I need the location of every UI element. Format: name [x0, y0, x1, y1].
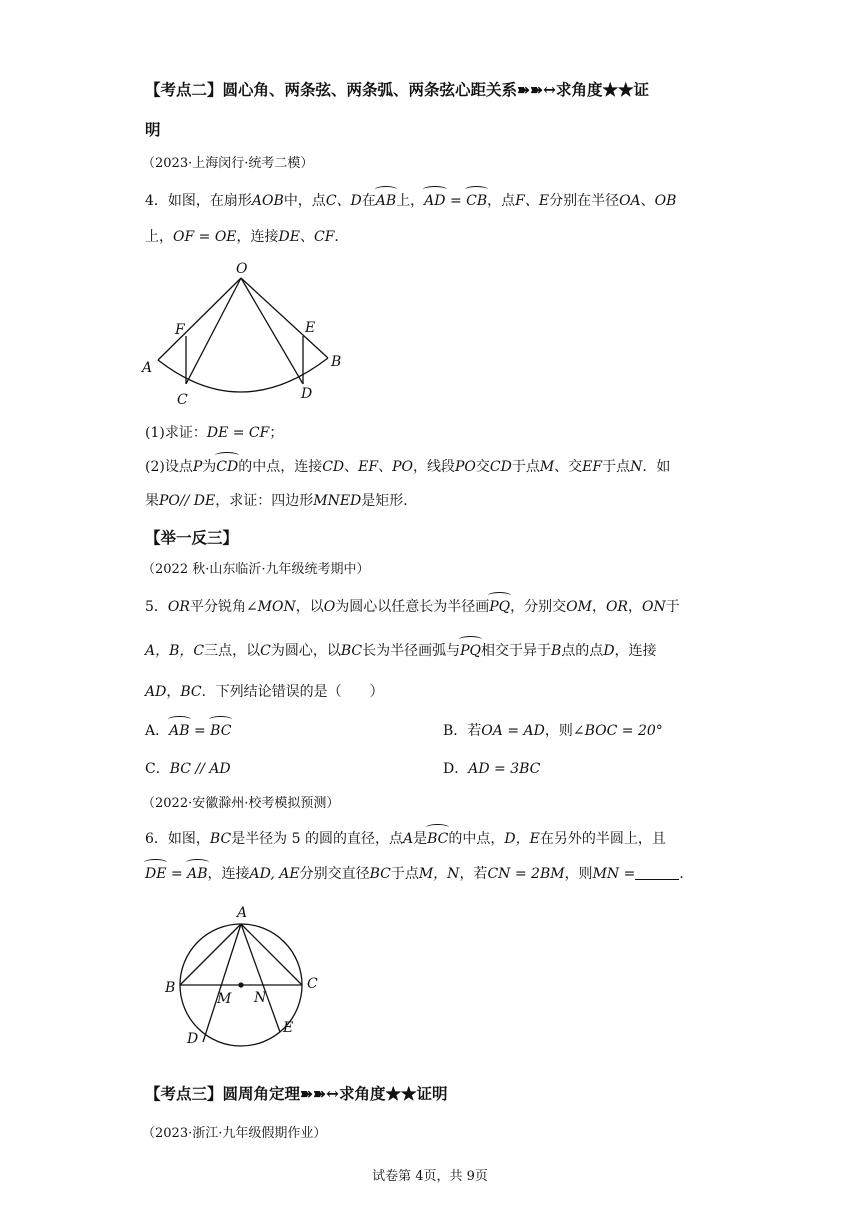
q4-part-1: (1)求证：DE = CF； — [145, 425, 284, 441]
label-b: B — [165, 980, 176, 996]
label-o: O — [236, 261, 248, 277]
q6-line-1: 6．如图，BC是半径为 5 的圆的直径，点A是BC的中点，D，E在另外的半圆上，且 — [145, 828, 666, 850]
section-title: 【考点三】圆周角定理➽➽↔求角度★★证明 — [145, 1084, 448, 1103]
q5-option-c: C．BC // AD — [145, 761, 231, 777]
label-n: N — [254, 990, 267, 1006]
question-source: （2023·上海闵行·统考二模） — [142, 156, 314, 171]
label-c: C — [307, 976, 318, 992]
q5-option-d: D．AD = 3BC — [443, 761, 541, 777]
q5-option-b: B．若OA = AD，则∠BOC = 20° — [443, 723, 663, 739]
q4-part-2: (2)设点P为CD的中点，连接CD、EF、PO，线段PO交CD于点M、交EF于点N．如 — [145, 456, 670, 478]
q5-line-2: A，B，C三点，以C为圆心，以BC长为半径画弧与PQ相交于异于B点的点D，连接 — [145, 640, 657, 662]
label-e: E — [305, 320, 316, 336]
center-dot — [238, 982, 243, 987]
chord-ac — [241, 924, 302, 985]
section-title: 【考点二】圆心角、两条弦、两条弧、两条弦心距关系➽➽↔求角度★★证 — [145, 80, 649, 99]
segment-ad — [203, 924, 241, 1042]
label-d: D — [187, 1031, 199, 1047]
section-title-cont: 明 — [145, 120, 161, 139]
q4-line-1: 4．如图，在扇形AOB中，点C、D在AB上，AD = CB，点F、E分别在半径OA、OB — [145, 190, 676, 212]
question-source: （2023·浙江·九年级假期作业） — [142, 1126, 327, 1141]
question-source: （2022 秋·山东临沂·九年级统考期中） — [142, 562, 370, 577]
page-footer: 试卷第 4页，共 9页 — [372, 1169, 488, 1184]
question-source: （2022·安徽滁州·校考模拟预测） — [142, 796, 340, 811]
juyi-title: 【举一反三】 — [145, 528, 239, 547]
q6-line-2: DE = AB，连接AD, AE分别交直径BC于点M，N，若CN = 2BM，则MN = ． — [145, 863, 693, 885]
label-f: F — [175, 322, 185, 338]
q5-line-1: 5．OR平分锐角∠MON，以O为圆心以任意长为半径画PQ，分别交OM，OR，ON于 — [145, 596, 680, 618]
label-a: A — [237, 905, 248, 921]
segment-ae — [241, 924, 280, 1032]
q4-part-2-cont: 果PO// DE，求证：四边形MNED是矩形． — [145, 493, 418, 509]
label-b: B — [331, 354, 342, 370]
q4-line-2: 上，OF = OE，连接DE、CF． — [145, 229, 349, 245]
q5-option-a: A．AB = BC — [145, 720, 231, 742]
label-c: C — [177, 392, 188, 408]
label-d: D — [301, 386, 313, 402]
label-a: A — [142, 360, 153, 376]
q5-line-3: AD，BC．下列结论错误的是（ ） — [145, 684, 384, 700]
label-e: E — [283, 1020, 294, 1036]
label-m: M — [217, 991, 232, 1007]
